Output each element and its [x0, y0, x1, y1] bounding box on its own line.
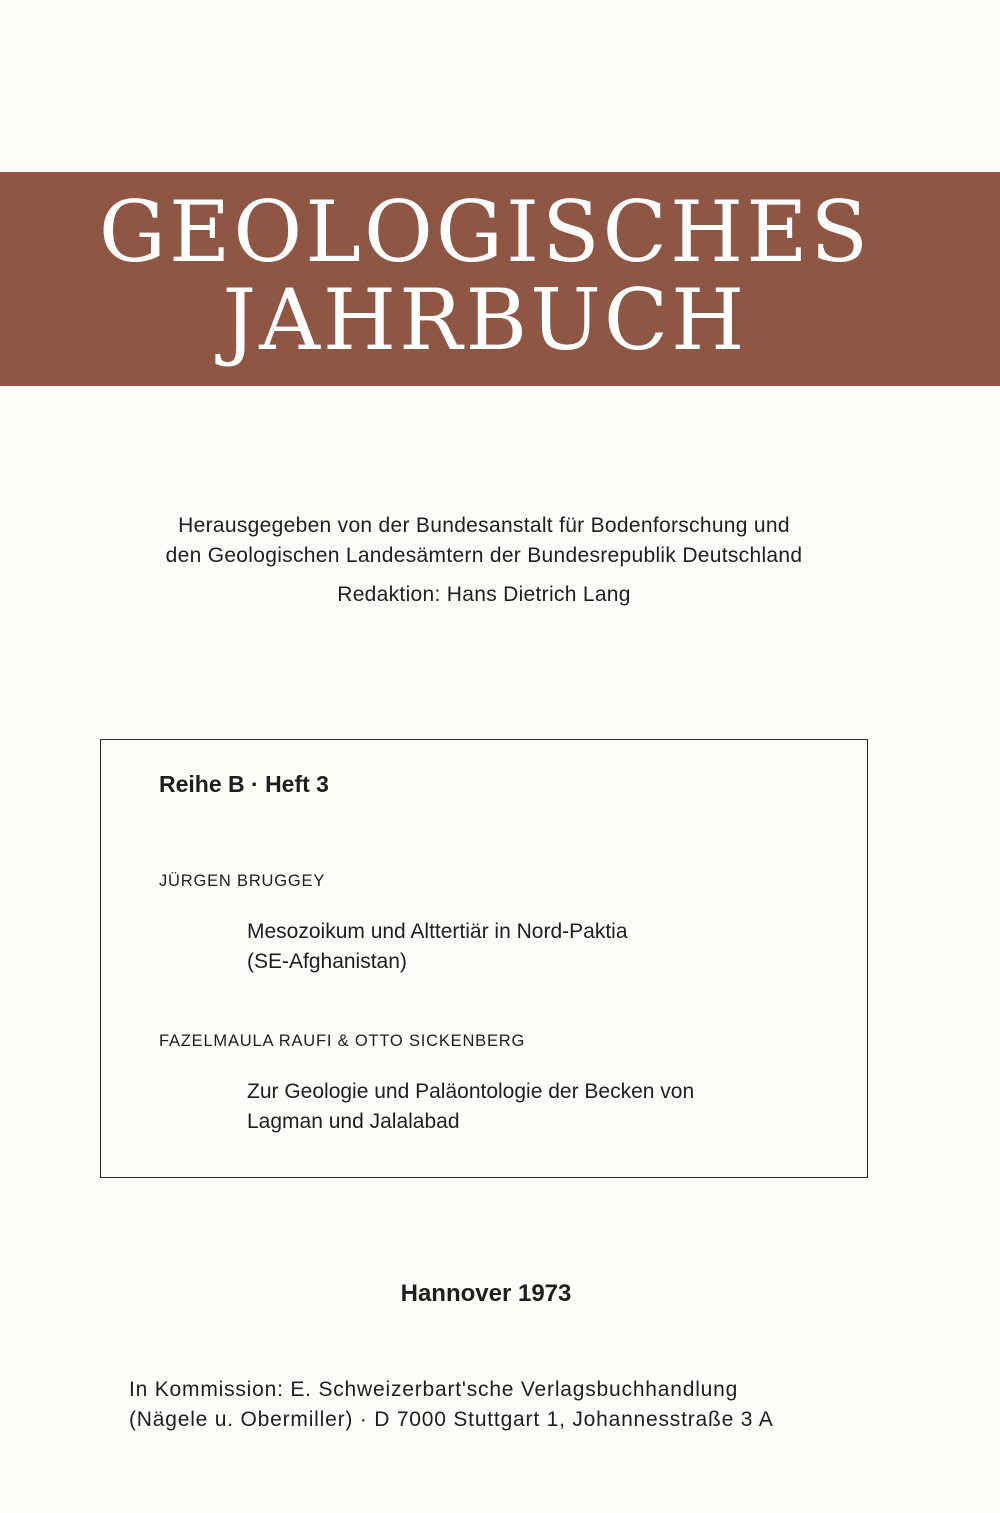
article-1-title-line-2: (SE-Afghanistan)	[247, 950, 407, 973]
journal-title-line-2: JAHRBUCH	[222, 271, 748, 369]
contents-box	[100, 739, 868, 1178]
publisher-line-2: (Nägele u. Obermiller) · D 7000 Stuttgart 1, Johannesstraße 3 A	[129, 1408, 774, 1431]
journal-title-line-1: GEOLOGISCHES	[98, 183, 872, 281]
article-2-authors: FAZELMAULA RAUFI & OTTO SICKENBERG	[159, 1032, 526, 1050]
editor-credit: Redaktion: Hans Dietrich Lang	[337, 583, 631, 606]
journal-title-band	[0, 172, 1000, 386]
publisher-line-1: In Kommission: E. Schweizerbart'sche Verlagsbuchhandlung	[129, 1378, 739, 1401]
article-1-title-line-1: Mesozoikum und Alttertiär in Nord-Paktia	[247, 920, 628, 943]
article-2-title	[247, 1077, 837, 1137]
article-2-title-line-2: Lagman und Jalalabad	[247, 1110, 460, 1133]
article-1-authors: JÜRGEN BRUGGEY	[159, 872, 326, 890]
article-1-title	[247, 917, 837, 977]
publisher-statement-line-1: Herausgegeben von der Bundesanstalt für Bodenforschung und	[178, 514, 790, 537]
article-2-title-line-1: Zur Geologie und Paläontologie der Becken von	[247, 1080, 695, 1103]
place-and-year: Hannover 1973	[400, 1280, 572, 1307]
series-issue-label: Reihe B · Heft 3	[159, 771, 329, 797]
publisher-statement-line-2: den Geologischen Landesämtern der Bundesrepublik Deutschland	[165, 544, 803, 567]
